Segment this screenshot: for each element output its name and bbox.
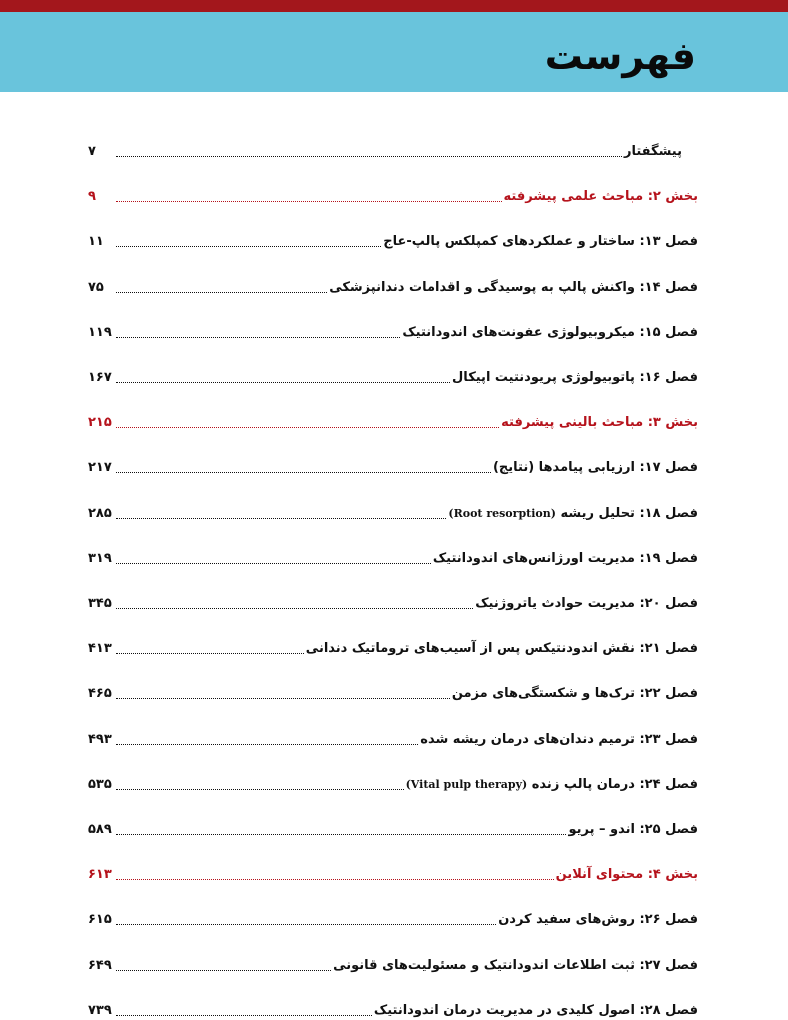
toc-entry-title-text: فصل ۲۰: مدیریت حوادث یاتروژنیک: [475, 596, 698, 611]
dot-leader: [116, 744, 418, 745]
toc-entry-title-text: فصل ۱۳: ساختار و عملکردهای کمپلکس پالپ-عاج: [383, 234, 698, 250]
toc-part-heading: [88, 402, 698, 432]
toc-entry-page-number: ۳۴۵: [88, 596, 112, 611]
toc-entry-title: [446, 505, 698, 523]
toc-entry-title-text: فصل ۱۷: ارزیابی پیامدها (نتایج): [492, 460, 698, 476]
toc-entry-title: [554, 866, 698, 884]
toc-entry-title-text: فصل ۲۳: ترمیم دندان‌های درمان ریشه شده: [420, 731, 698, 747]
toc-entry-title: [304, 640, 698, 658]
page-title: فهرست: [544, 34, 696, 78]
toc-entry-title: [418, 731, 698, 749]
toc-entry-title: [372, 1002, 698, 1020]
dot-leader: [116, 427, 499, 428]
toc-entry-title: [331, 957, 698, 975]
toc-entry-title: [450, 685, 698, 703]
dot-leader: [116, 472, 491, 473]
dot-leader: [116, 246, 381, 247]
toc-entry-page-number: ۵۳۵: [88, 776, 112, 792]
dot-leader: [116, 337, 400, 338]
dot-leader: [116, 789, 404, 790]
toc-entry-title-text: بخش ۲: مباحث علمی پیشرفته: [503, 189, 698, 205]
dot-leader: [116, 834, 566, 835]
toc-entry-title-text: فصل ۱۵: میکروبیولوژی عفونت‌های اندودانتیک: [402, 324, 698, 340]
toc-entry-title-text: فصل ۱۶: پاتوبیولوژی پریودنتیت اپیکال: [452, 370, 698, 385]
toc-entry-title-text: فصل ۲۷: ثبت اطلاعات اندودانتیک و مسئولیت‌های قانونی: [333, 957, 698, 973]
toc-chapter: [88, 628, 698, 658]
dot-leader: [116, 292, 327, 293]
toc-entry-page-number: ۲۱۵: [88, 415, 112, 431]
toc-entry-page-number: ۲۱۷: [88, 460, 112, 476]
toc-entry-page-number: ۲۸۵: [88, 505, 112, 521]
toc-entry-title: [566, 821, 698, 839]
top-accent-bar: [0, 0, 788, 12]
toc-entry-title-text: فصل ۲۵: اندو – پریو: [568, 822, 698, 837]
toc-chapter: [88, 719, 698, 749]
toc-entry-page-number: ۱۶۷: [88, 370, 112, 385]
toc-entry-title: [622, 143, 682, 161]
toc-entry-page-number: ۴۹۳: [88, 731, 112, 747]
dot-leader: [116, 970, 331, 971]
dot-leader: [116, 608, 473, 609]
toc-chapter: [88, 764, 698, 794]
dot-leader: [116, 201, 502, 202]
toc-chapter: [88, 990, 698, 1020]
toc-entry-page-number: ۱۱: [88, 234, 104, 250]
dot-leader: [116, 1015, 372, 1016]
toc-entry-page-number: ۴۱۳: [88, 641, 112, 657]
toc-entry-page-number: ۷۳۹: [88, 1002, 112, 1018]
toc-entry-title-text: فصل ۲۲: ترک‌ها و شکستگی‌های مزمن: [451, 686, 698, 702]
toc-entry-title: [404, 776, 698, 794]
dot-leader: [116, 382, 450, 383]
toc-entry-title-text: فصل ۲۱: نقش اندودنتیکس پس از آسیب‌های تروماتیک دندانی: [305, 641, 698, 657]
toc-chapter: [88, 945, 698, 975]
dot-leader: [116, 698, 450, 699]
toc-chapter: [88, 583, 698, 613]
toc-chapter: [88, 267, 698, 297]
dot-leader: [116, 563, 431, 564]
toc-entry-title-text: بخش ۳: مباحث بالینی پیشرفته: [501, 415, 698, 431]
toc-entry-page-number: ۵۸۹: [88, 822, 112, 837]
toc-entry-page-number: ۹: [88, 189, 96, 205]
toc-part-heading: [88, 176, 698, 206]
toc-chapter: [88, 899, 698, 929]
toc-entry-page-number: ۶۴۹: [88, 957, 112, 973]
toc-chapter: [88, 312, 698, 342]
toc-entry-title: [499, 414, 698, 432]
toc-chapter: [88, 809, 698, 839]
dot-leader: [116, 924, 496, 925]
toc-entry-title-text: فصل ۲۴: درمان پالپ زنده: [531, 776, 698, 792]
toc-entry-page-number: ۶۱۳: [88, 867, 112, 883]
toc-chapter: [88, 493, 698, 523]
toc-entry-title-text: فصل ۱۴: واکنش پالپ به پوسیدگی و اقدامات دندانپزشکی: [329, 279, 698, 295]
toc-entry-title-text: پیشگفتار: [623, 144, 682, 159]
toc-entry-title-text: فصل ۲۶: روش‌های سفید کردن: [498, 912, 698, 928]
dot-leader: [116, 653, 304, 654]
toc-entry-title-text: فصل ۱۹: مدیریت اورژانس‌های اندودانتیک: [432, 550, 698, 566]
toc-entry-page-number: ۷۵: [88, 279, 104, 295]
toc-entry-title: [381, 233, 698, 251]
toc-entry-title: [502, 188, 699, 206]
toc-chapter: [88, 673, 698, 703]
toc-chapter: [88, 357, 698, 387]
toc-entry-title: [491, 459, 698, 477]
toc-entry-title-text: بخش ۴: محتوای آنلاین: [555, 867, 698, 883]
toc-chapter: [88, 447, 698, 477]
toc-entry-page-number: ۷: [88, 144, 96, 159]
toc-entry-title-text: فصل ۲۸: اصول کلیدی در مدیریت درمان اندودانتیک: [373, 1002, 698, 1018]
toc-entry-title-latin: (Vital pulp therapy): [405, 777, 528, 791]
toc-entry-title-text: فصل ۱۸: تحلیل ریشه: [560, 505, 698, 521]
toc-entry-page-number: ۴۶۵: [88, 686, 112, 702]
toc-entry-title: [450, 369, 698, 387]
toc-entry-title: [473, 595, 698, 613]
toc-entry-page-number: ۳۱۹: [88, 550, 112, 566]
toc-entry-title: [496, 911, 698, 929]
toc-entry-page-number: ۱۱۹: [88, 324, 112, 340]
dot-leader: [116, 156, 622, 157]
header-band: [0, 12, 788, 92]
toc-chapter: [88, 221, 698, 251]
toc-entry-title: [431, 550, 698, 568]
toc-preface: [88, 131, 698, 161]
toc-part-heading: [88, 854, 698, 884]
toc-entry-title-latin: (Root resorption): [448, 506, 556, 520]
toc-chapter: [88, 538, 698, 568]
dot-leader: [116, 879, 554, 880]
toc-entry-page-number: ۶۱۵: [88, 912, 112, 928]
table-of-contents: [88, 131, 698, 1018]
toc-entry-title: [400, 324, 698, 342]
dot-leader: [116, 518, 446, 519]
toc-entry-title: [327, 279, 698, 297]
